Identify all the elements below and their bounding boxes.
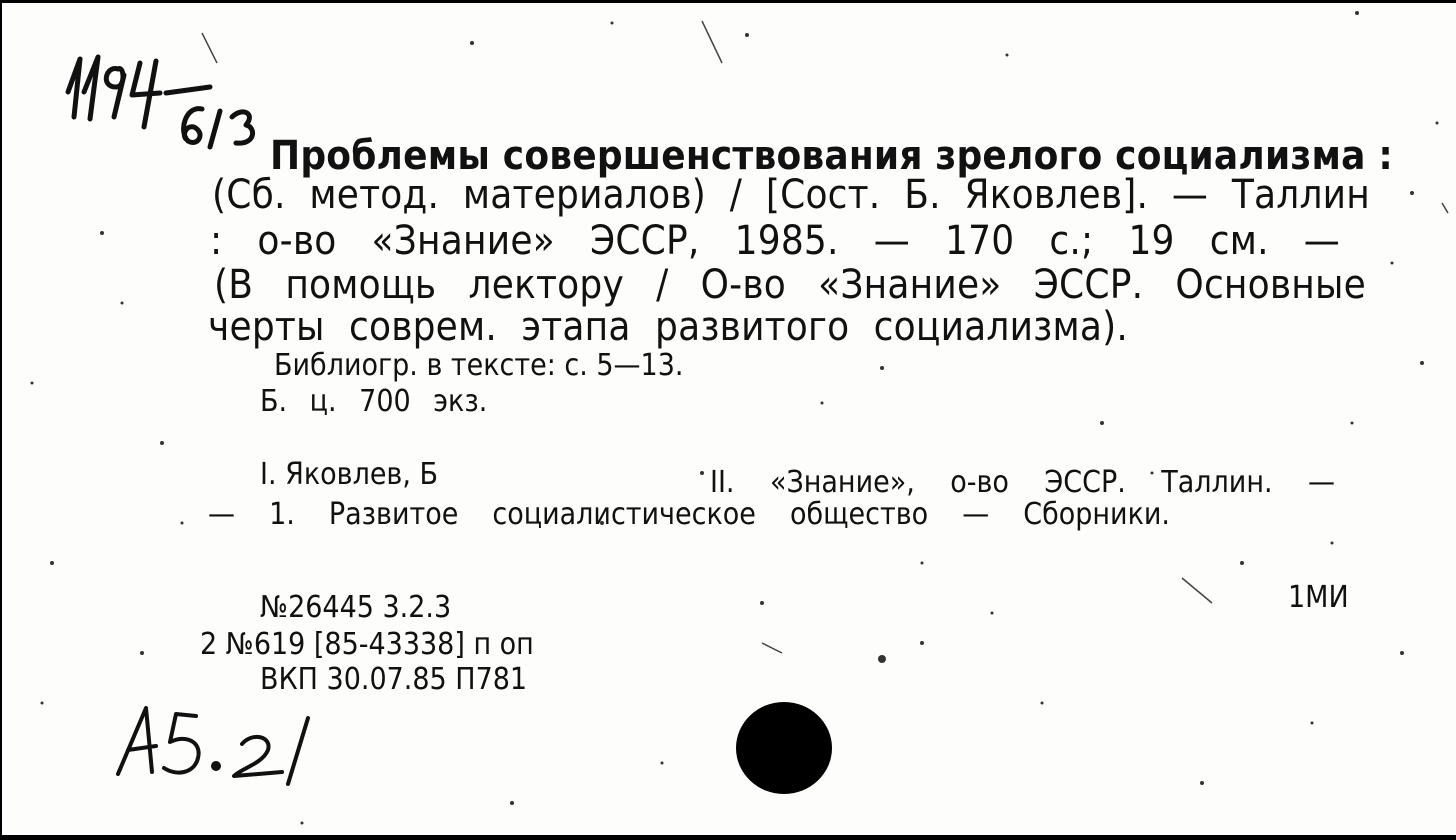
- call-number-upper: [60, 47, 290, 170]
- imprint-line-3: ВКП 30.07.85 П781: [260, 662, 528, 697]
- call-number-lower: [112, 688, 352, 791]
- imprint-line-2: 2 №619 [85-43338] п оп: [200, 627, 534, 662]
- price-print-run-note: Б. ц. 700 экз.: [260, 384, 488, 419]
- description-line-3: (В помощь лектору / О-во «Знание» ЭССР. Основные: [214, 262, 1366, 308]
- card-title: Проблемы совершенствования зрелого социализма :: [270, 133, 1393, 179]
- description-line-4: черты соврем. этапа развитого социализма).: [208, 304, 1128, 350]
- tracing-subject: — 1. Развитое социалистическое общество — Сборники.: [208, 497, 1170, 532]
- description-line-1: (Сб. метод. материалов) / [Сост. Б. Яковлев]. — Таллин: [212, 172, 1370, 218]
- imprint-line-1: №26445 3.2.3: [260, 590, 452, 625]
- classification-mark: 1МИ: [1288, 580, 1349, 615]
- tracing-corporate: II. «Знание», о-во ЭССР. Таллин. —: [710, 465, 1335, 500]
- punch-hole: [732, 698, 836, 801]
- bibliography-note: Библиогр. в тексте: с. 5—13.: [274, 348, 684, 383]
- description-line-2: : о-во «Знание» ЭССР, 1985. — 170 с.; 19 см. —: [210, 218, 1340, 264]
- tracing-author: I. Яковлев, Б: [260, 457, 438, 492]
